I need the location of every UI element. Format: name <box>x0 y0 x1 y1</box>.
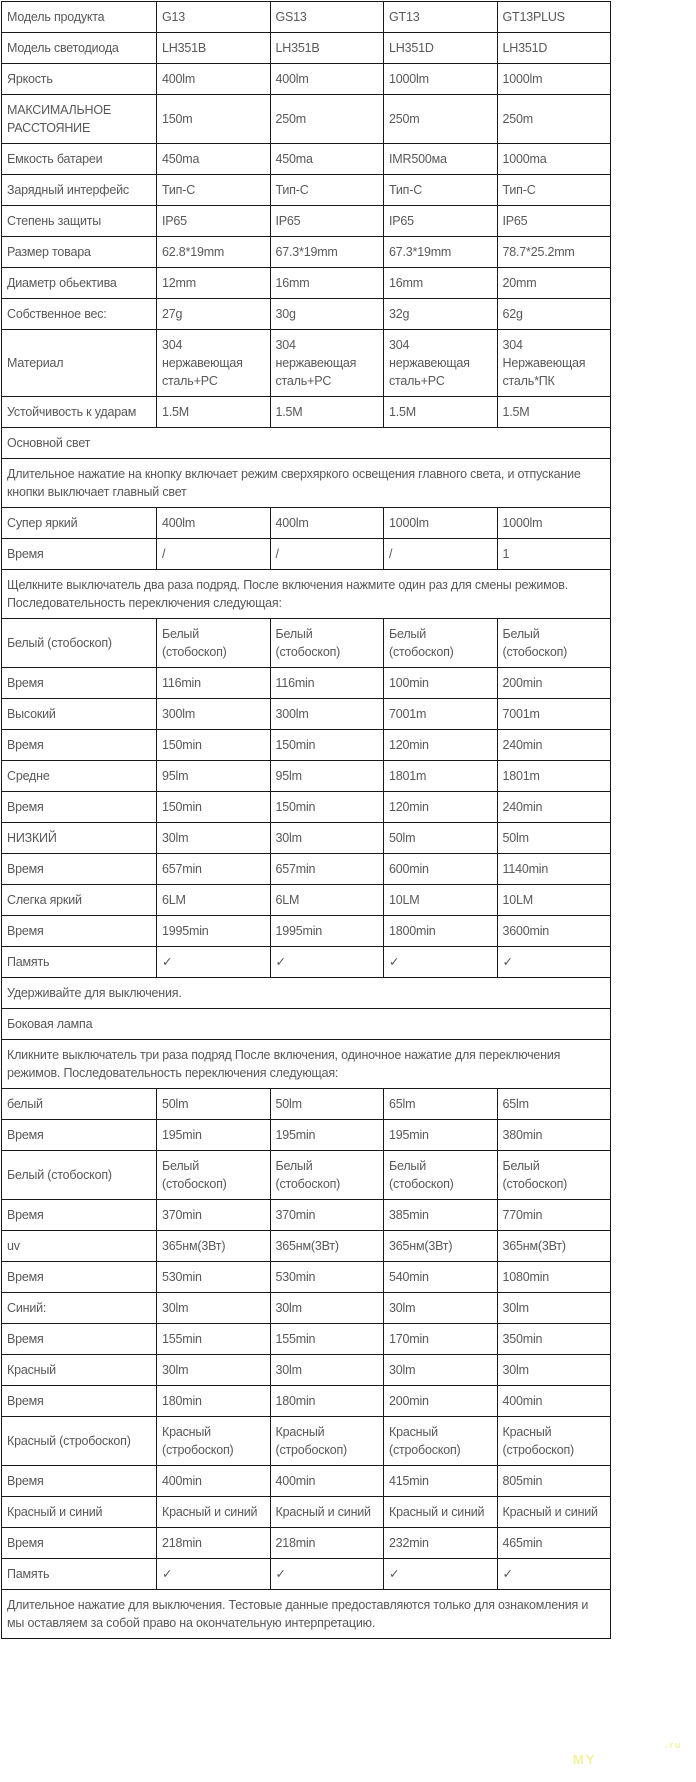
row-cell: 65lm <box>497 1089 611 1120</box>
row-cell: 1995min <box>157 916 271 947</box>
row-cell: 195min <box>270 1120 384 1151</box>
spec-row <box>2 64 611 95</box>
side-mode-row <box>2 1262 611 1293</box>
row-cell: Белый (стобоскоп) <box>157 619 271 668</box>
row-cell: Красный (стробоскоп) <box>270 1417 384 1466</box>
section-main-light-text: Основной свет <box>2 428 611 459</box>
side-mode-row <box>2 1231 611 1262</box>
row-cell: 50lm <box>157 1089 271 1120</box>
side-mode-row <box>2 1293 611 1324</box>
side-lamp-footer-note <box>2 1590 611 1639</box>
row-cell: 116min <box>157 668 271 699</box>
row-cell: 30lm <box>384 1293 498 1324</box>
row-cell: 100min <box>384 668 498 699</box>
row-cell: 95lm <box>157 761 271 792</box>
main-light-mode-note-text: Щелкните выключатель два раза подряд. После включения нажмите один раз для смены режимов. Последовательность переключения следующая: <box>2 570 611 619</box>
row-cell: 1801m <box>497 761 611 792</box>
row-cell: 155min <box>157 1324 271 1355</box>
check-icon: ✓ <box>497 1559 611 1590</box>
row-label: Средне <box>2 761 157 792</box>
row-cell: 62g <box>497 299 611 330</box>
row-label: Модель продукта <box>2 2 157 33</box>
row-cell: 218min <box>157 1528 271 1559</box>
row-cell: 150min <box>157 792 271 823</box>
section-main-light <box>2 428 611 459</box>
row-cell: 50lm <box>270 1089 384 1120</box>
row-cell: 116min <box>270 668 384 699</box>
row-cell: 78.7*25.2mm <box>497 237 611 268</box>
side-mode-row <box>2 1089 611 1120</box>
row-cell: 300lm <box>157 699 271 730</box>
spec-row <box>2 144 611 175</box>
row-cell: / <box>384 539 498 570</box>
row-label: Время <box>2 1466 157 1497</box>
section-side-lamp-text: Боковая лампа <box>2 1009 611 1040</box>
row-cell: 400lm <box>270 508 384 539</box>
row-label: Красный <box>2 1355 157 1386</box>
main-mode-row <box>2 668 611 699</box>
row-label: Синий: <box>2 1293 157 1324</box>
row-cell: 180min <box>270 1386 384 1417</box>
row-cell: 195min <box>384 1120 498 1151</box>
side-lamp-mode-note-text: Кликните выключатель три раза подряд После включения, одиночное нажатие для переключения режимов. Последовательность переключения следующая: <box>2 1040 611 1089</box>
row-cell: 150min <box>157 730 271 761</box>
row-cell: 530min <box>157 1262 271 1293</box>
row-cell: 10LM <box>497 885 611 916</box>
row-label: Время <box>2 730 157 761</box>
row-cell: 304 нержавеющая сталь+PC <box>384 330 498 397</box>
row-cell: Тип-C <box>270 175 384 206</box>
side-mode-row <box>2 1497 611 1528</box>
main-mode-row <box>2 823 611 854</box>
row-cell: LH351D <box>497 33 611 64</box>
row-cell: 30lm <box>270 1293 384 1324</box>
spec-row <box>2 95 611 144</box>
row-cell: GS13 <box>270 2 384 33</box>
row-cell: 1.5M <box>270 397 384 428</box>
row-cell: 300lm <box>270 699 384 730</box>
row-cell: 10LM <box>384 885 498 916</box>
row-cell: Красный (стробоскоп) <box>497 1417 611 1466</box>
row-label: Супер яркий <box>2 508 157 539</box>
row-cell: 150min <box>270 730 384 761</box>
row-cell: 218min <box>270 1528 384 1559</box>
row-cell: Белый (стобоскоп) <box>497 619 611 668</box>
row-label: Зарядный интерфейс <box>2 175 157 206</box>
row-label: Время <box>2 668 157 699</box>
row-cell: 1000lm <box>497 508 611 539</box>
row-label: Размер товара <box>2 237 157 268</box>
row-cell: 232min <box>384 1528 498 1559</box>
row-cell: Красный и синий <box>497 1497 611 1528</box>
row-cell: Белый (стобоскоп) <box>270 1151 384 1200</box>
row-cell: 67.3*19mm <box>384 237 498 268</box>
row-label: Емкость батареи <box>2 144 157 175</box>
row-cell: 120min <box>384 792 498 823</box>
row-cell: 12mm <box>157 268 271 299</box>
row-cell: IP65 <box>270 206 384 237</box>
row-cell: 1800min <box>384 916 498 947</box>
watermark <box>573 1740 683 1767</box>
main-mode-row <box>2 885 611 916</box>
watermark-tld: .ru <box>665 1740 683 1750</box>
row-label: Модель светодиода <box>2 33 157 64</box>
row-label: Время <box>2 916 157 947</box>
row-cell: 400lm <box>157 64 271 95</box>
super-bright-row <box>2 508 611 539</box>
row-label: Время <box>2 854 157 885</box>
row-cell: 95lm <box>270 761 384 792</box>
check-icon: ✓ <box>157 1559 271 1590</box>
row-cell: 365нм(3Вт) <box>157 1231 271 1262</box>
row-cell: 385min <box>384 1200 498 1231</box>
row-cell: Красный (стробоскоп) <box>157 1417 271 1466</box>
spec-table <box>1 1 611 1639</box>
row-cell: 6LM <box>270 885 384 916</box>
row-cell: Тип-C <box>157 175 271 206</box>
row-cell: Белый (стобоскоп) <box>384 1151 498 1200</box>
row-cell: 195min <box>157 1120 271 1151</box>
row-cell: / <box>270 539 384 570</box>
row-cell: 1.5M <box>384 397 498 428</box>
spec-row <box>2 33 611 64</box>
row-cell: Белый (стобоскоп) <box>270 619 384 668</box>
spec-row <box>2 237 611 268</box>
check-icon: ✓ <box>157 947 271 978</box>
row-cell: 170min <box>384 1324 498 1355</box>
row-cell: 450ma <box>270 144 384 175</box>
row-cell: 304 нержавеющая сталь+PC <box>270 330 384 397</box>
row-cell: 62.8*19mm <box>157 237 271 268</box>
row-cell: Красный и синий <box>270 1497 384 1528</box>
row-cell: 1 <box>497 539 611 570</box>
row-label: Высокий <box>2 699 157 730</box>
row-label: uv <box>2 1231 157 1262</box>
row-cell: 250m <box>270 95 384 144</box>
row-cell: Красный (стробоскоп) <box>384 1417 498 1466</box>
row-cell: 3600min <box>497 916 611 947</box>
row-cell: Белый (стобоскоп) <box>384 619 498 668</box>
row-cell: IP65 <box>497 206 611 237</box>
row-label: Время <box>2 1200 157 1231</box>
row-cell: 350min <box>497 1324 611 1355</box>
row-cell: 530min <box>270 1262 384 1293</box>
side-mode-row <box>2 1324 611 1355</box>
row-label: Степень защиты <box>2 206 157 237</box>
row-label: Память <box>2 1559 157 1590</box>
row-cell: GT13PLUS <box>497 2 611 33</box>
row-label: Время <box>2 1262 157 1293</box>
row-cell: 30lm <box>497 1293 611 1324</box>
row-cell: 365нм(3Вт) <box>384 1231 498 1262</box>
check-icon: ✓ <box>497 947 611 978</box>
row-cell: 30lm <box>157 823 271 854</box>
row-cell: 380min <box>497 1120 611 1151</box>
check-icon: ✓ <box>384 947 498 978</box>
side-mode-row <box>2 1559 611 1590</box>
spec-row <box>2 299 611 330</box>
row-label: Устойчивость к ударам <box>2 397 157 428</box>
row-cell: 30lm <box>270 1355 384 1386</box>
row-label: Белый (стобоскоп) <box>2 1151 157 1200</box>
row-label: Красный и синий <box>2 1497 157 1528</box>
row-cell: 415min <box>384 1466 498 1497</box>
side-mode-row <box>2 1466 611 1497</box>
row-label: Время <box>2 1528 157 1559</box>
row-cell: LH351B <box>157 33 271 64</box>
row-cell: 30lm <box>384 1355 498 1386</box>
row-cell: 365нм(3Вт) <box>497 1231 611 1262</box>
row-cell: 1801m <box>384 761 498 792</box>
row-cell: Тип-C <box>384 175 498 206</box>
row-label: Время <box>2 1324 157 1355</box>
row-label: Слегка яркий <box>2 885 157 916</box>
row-cell: 1.5M <box>157 397 271 428</box>
row-cell: 400min <box>497 1386 611 1417</box>
main-mode-row <box>2 792 611 823</box>
row-cell: 1140min <box>497 854 611 885</box>
row-cell: 30lm <box>497 1355 611 1386</box>
row-cell: 370min <box>157 1200 271 1231</box>
row-cell: 657min <box>270 854 384 885</box>
row-cell: 30lm <box>157 1355 271 1386</box>
row-cell: 304 нержавеющая сталь+PC <box>157 330 271 397</box>
row-cell: 20mm <box>497 268 611 299</box>
row-cell: 30lm <box>270 823 384 854</box>
row-cell: 240min <box>497 792 611 823</box>
row-cell: 1080min <box>497 1262 611 1293</box>
side-mode-row <box>2 1200 611 1231</box>
check-icon: ✓ <box>270 1559 384 1590</box>
row-cell: LH351B <box>270 33 384 64</box>
row-cell: 465min <box>497 1528 611 1559</box>
check-icon: ✓ <box>384 1559 498 1590</box>
row-cell: Красный и синий <box>157 1497 271 1528</box>
main-mode-row <box>2 730 611 761</box>
side-mode-row <box>2 1528 611 1559</box>
side-mode-row <box>2 1120 611 1151</box>
row-cell: 67.3*19mm <box>270 237 384 268</box>
spec-row <box>2 206 611 237</box>
row-cell: 250m <box>384 95 498 144</box>
row-cell: IP65 <box>157 206 271 237</box>
row-label: Материал <box>2 330 157 397</box>
row-cell: 657min <box>157 854 271 885</box>
row-label: МАКСИМАЛЬНОЕ РАССТОЯНИЕ <box>2 95 157 144</box>
row-cell: 180min <box>157 1386 271 1417</box>
row-cell: 240min <box>497 730 611 761</box>
row-cell: 32g <box>384 299 498 330</box>
row-cell: 155min <box>270 1324 384 1355</box>
row-cell: 200min <box>497 668 611 699</box>
row-cell: 7001m <box>497 699 611 730</box>
row-cell: 150min <box>270 792 384 823</box>
main-light-off-note-text: Удерживайте для выключения. <box>2 978 611 1009</box>
row-cell: 805min <box>497 1466 611 1497</box>
row-cell: 400min <box>157 1466 271 1497</box>
row-cell: 16mm <box>384 268 498 299</box>
row-cell: GT13 <box>384 2 498 33</box>
main-light-note-text: Длительное нажатие на кнопку включает режим сверхяркого освещения главного света, и отпускание кнопки выключает главный свет <box>2 459 611 508</box>
row-cell: 250m <box>497 95 611 144</box>
row-cell: G13 <box>157 2 271 33</box>
row-cell: 1000lm <box>384 508 498 539</box>
row-cell: / <box>157 539 271 570</box>
row-label: Белый (стобоскоп) <box>2 619 157 668</box>
side-lamp-mode-note <box>2 1040 611 1089</box>
section-side-lamp <box>2 1009 611 1040</box>
row-label: Яркость <box>2 64 157 95</box>
main-mode-row <box>2 916 611 947</box>
row-cell: 1000lm <box>384 64 498 95</box>
row-cell: 770min <box>497 1200 611 1231</box>
row-cell: 400min <box>270 1466 384 1497</box>
row-cell: 200min <box>384 1386 498 1417</box>
main-mode-row <box>2 699 611 730</box>
main-light-off-note <box>2 978 611 1009</box>
row-cell: 50lm <box>497 823 611 854</box>
row-cell: 120min <box>384 730 498 761</box>
watermark-text: MY <box>573 1752 597 1767</box>
row-cell: 50lm <box>384 823 498 854</box>
row-cell: IP65 <box>384 206 498 237</box>
side-mode-row <box>2 1386 611 1417</box>
row-cell: 370min <box>270 1200 384 1231</box>
main-mode-row <box>2 761 611 792</box>
side-mode-row <box>2 1355 611 1386</box>
row-label: Время <box>2 1120 157 1151</box>
row-label: НИЗКИЙ <box>2 823 157 854</box>
row-label: Время <box>2 1386 157 1417</box>
row-cell: 1995min <box>270 916 384 947</box>
row-cell: 30g <box>270 299 384 330</box>
row-cell: IMR500ма <box>384 144 498 175</box>
row-cell: 365нм(3Вт) <box>270 1231 384 1262</box>
main-mode-row <box>2 854 611 885</box>
row-cell: 1.5M <box>497 397 611 428</box>
row-cell: 30lm <box>157 1293 271 1324</box>
main-light-mode-note <box>2 570 611 619</box>
spec-row <box>2 397 611 428</box>
row-cell: 27g <box>157 299 271 330</box>
check-icon: ✓ <box>270 947 384 978</box>
row-cell: 1000ma <box>497 144 611 175</box>
main-light-note <box>2 459 611 508</box>
row-cell: Белый (стобоскоп) <box>497 1151 611 1200</box>
row-cell: 304 Нержавеющая сталь*ПК <box>497 330 611 397</box>
spec-row <box>2 268 611 299</box>
row-label: Диаметр обьектива <box>2 268 157 299</box>
spec-table-body <box>2 2 611 1639</box>
row-cell: 6LM <box>157 885 271 916</box>
header-row <box>2 2 611 33</box>
main-mode-row <box>2 619 611 668</box>
main-mode-row <box>2 947 611 978</box>
row-cell: 540min <box>384 1262 498 1293</box>
side-mode-row <box>2 1417 611 1466</box>
row-label: Память <box>2 947 157 978</box>
row-cell: 1000lm <box>497 64 611 95</box>
row-cell: 400lm <box>270 64 384 95</box>
row-cell: 65lm <box>384 1089 498 1120</box>
row-cell: 400lm <box>157 508 271 539</box>
row-cell: Белый (стобоскоп) <box>157 1151 271 1200</box>
super-bright-row <box>2 539 611 570</box>
row-cell: LH351D <box>384 33 498 64</box>
row-cell: Тип-C <box>497 175 611 206</box>
row-cell: 150m <box>157 95 271 144</box>
row-cell: 450ma <box>157 144 271 175</box>
row-label: Собственное вес: <box>2 299 157 330</box>
row-cell: 7001m <box>384 699 498 730</box>
side-lamp-footer-note-text: Длительное нажатие для выключения. Тестовые данные предоставляются только для ознакомления и мы оставляем за собой право на окончательную интерпретацию. <box>2 1590 611 1639</box>
row-label: Время <box>2 539 157 570</box>
row-cell: 16mm <box>270 268 384 299</box>
row-label: белый <box>2 1089 157 1120</box>
spec-row <box>2 175 611 206</box>
row-cell: Красный и синий <box>384 1497 498 1528</box>
row-label: Время <box>2 792 157 823</box>
row-cell: 600min <box>384 854 498 885</box>
spec-row <box>2 330 611 397</box>
row-label: Красный (стробоскоп) <box>2 1417 157 1466</box>
side-mode-row <box>2 1151 611 1200</box>
